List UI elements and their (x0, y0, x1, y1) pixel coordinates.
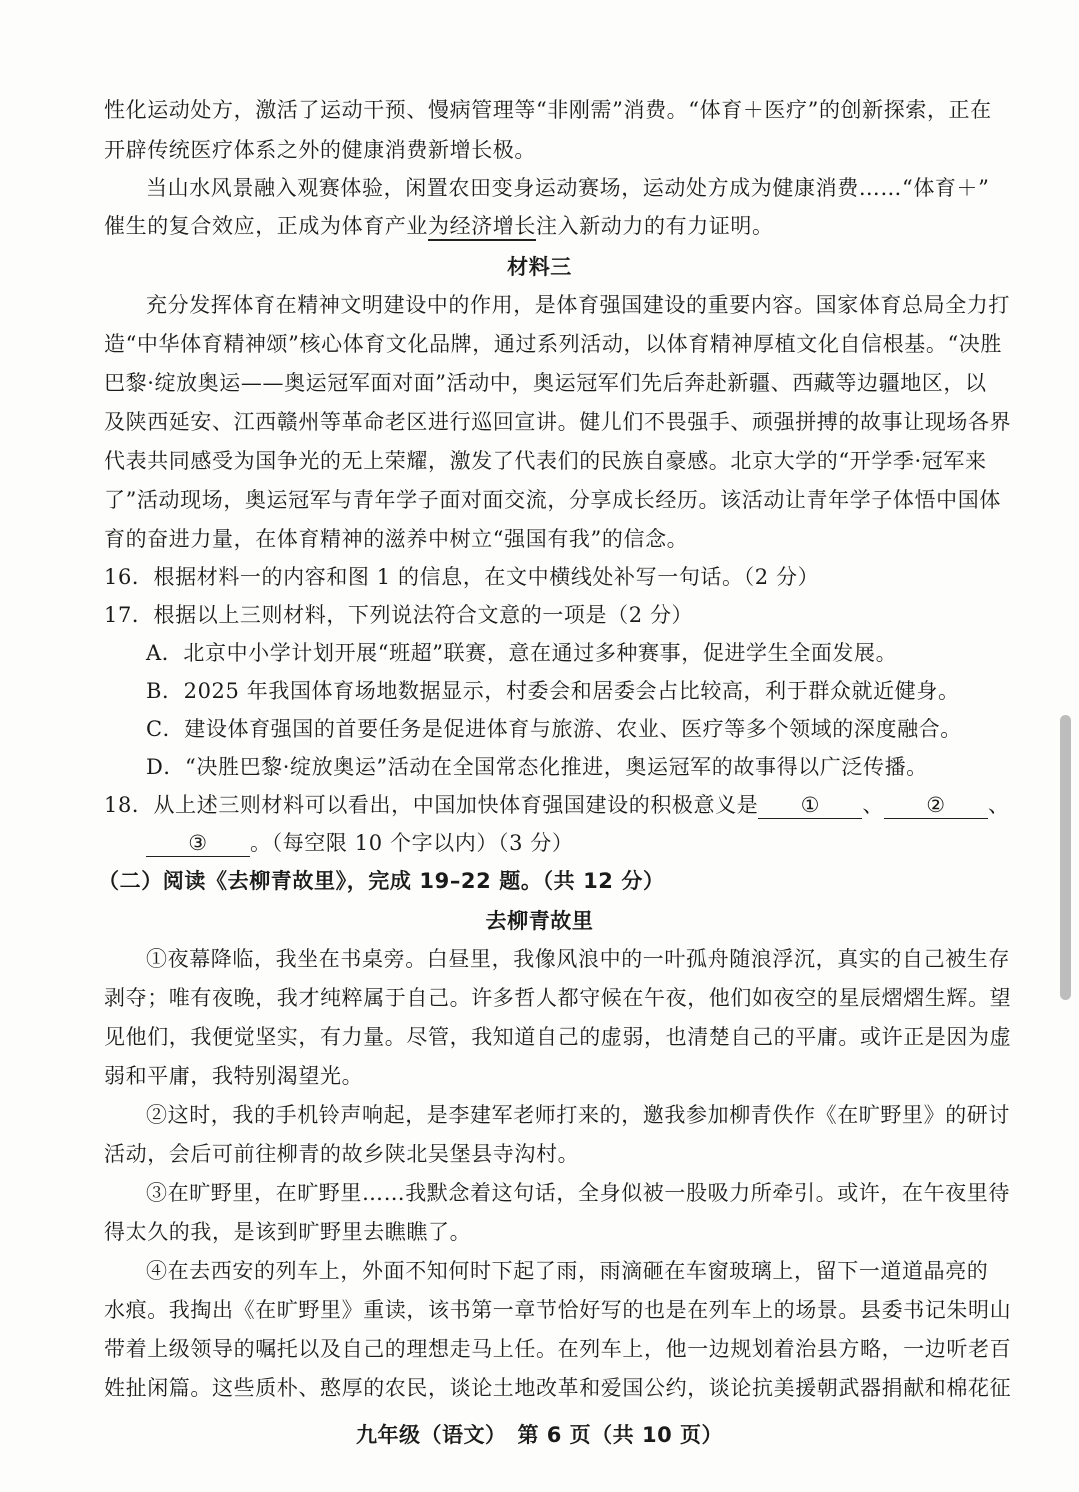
question-18-stem (104, 790, 1010, 820)
question-17-stem: 17．根据以上三则材料，下列说法符合文意的一项是（2 分） (104, 603, 694, 627)
summary-line (104, 211, 980, 241)
essay-p1-line: 剥夺；唯有夜晚，我才纯粹属于自己。许多哲人都守候在午夜，他们如夜空的星辰熠熠生辉。望 (104, 986, 1012, 1010)
answer-blank-2[interactable]: ② (884, 792, 988, 819)
q18-separator: 、 (862, 793, 884, 817)
q18-tail: 。（每空限 10 个字以内）（3 分） (250, 831, 574, 855)
page-footer: 九年级（语文） 第 6 页（共 10 页） (355, 1423, 724, 1447)
essay-p4-line: 姓扯闲篇。这些质朴、憨厚的农民，谈论土地改革和爱国公约，谈论抗美援朝武器捐献和棉花征 (104, 1376, 1012, 1400)
material3-line: 了”活动现场，奥运冠军与青年学子面对面交流，分享成长经历。该活动让青年学子体悟中国体 (104, 488, 1001, 512)
answer-blank-3[interactable]: ③ (146, 830, 250, 857)
essay-p4-line: ④在去西安的列车上，外面不知何时下起了雨，雨滴砸在车窗玻璃上，留下一道道晶亮的 (146, 1259, 989, 1283)
q18-stem-text: 18．从上述三则材料可以看出，中国加快体育强国建设的积极意义是 (104, 793, 759, 817)
q17-option-c: C．建设体育强国的首要任务是促进体育与旅游、农业、医疗等多个领域的深度融合。 (146, 717, 962, 741)
summary-text: 催生的复合效应，正成为体育产业 (104, 214, 428, 238)
essay-p2-line: 活动，会后可前往柳青的故乡陕北吴堡县寺沟村。 (104, 1142, 580, 1166)
q18-separator: 、 (987, 793, 1010, 817)
passage-line: 开辟传统医疗体系之外的健康消费新增长极。 (104, 138, 536, 162)
essay-p4-line: 带着上级领导的嘱托以及自己的理想走马上任。在列车上，他一边规划着治县方略，一边听老百 (104, 1337, 1012, 1361)
essay-p1-line: 弱和平庸，我特别渴望光。 (104, 1064, 364, 1088)
question-16: 16．根据材料一的内容和图 1 的信息，在文中横线处补写一句话。（2 分） (104, 565, 820, 589)
material3-title: 材料三 (507, 255, 572, 279)
question-18-line2 (104, 828, 980, 858)
passage-line: 性化运动处方，激活了运动干预、慢病管理等“非刚需”消费。“体育＋医疗”的创新探索，正在 (104, 98, 992, 122)
material3-line: 充分发挥体育在精神文明建设中的作用，是体育强国建设的重要内容。国家体育总局全力打 (146, 293, 1010, 317)
material3-line: 育的奋进力量，在体育精神的滋养中树立“强国有我”的信念。 (104, 527, 689, 551)
material3-line: 巴黎·绽放奥运——奥运冠军面对面”活动中，奥运冠军们先后奔赴新疆、西藏等边疆地区，以 (104, 371, 987, 395)
essay-p1-line: 见他们，我便觉坚实，有力量。尽管，我知道自己的虚弱，也清楚自己的平庸。或许正是因为虚 (104, 1025, 1012, 1049)
summary-line: 当山水风景融入观赛体验，闲置农田变身运动赛场，运动处方成为健康消费……“体育＋” (146, 176, 990, 200)
scrollbar-thumb[interactable] (1060, 715, 1071, 1000)
answer-blank-1[interactable]: ① (758, 792, 862, 819)
essay-p2-line: ②这时，我的手机铃声响起，是李建军老师打来的，邀我参加柳青佚作《在旷野里》的研讨 (146, 1103, 1010, 1127)
q17-option-d: D．“决胜巴黎·绽放奥运”活动在全国常态化推进，奥运冠军的故事得以广泛传播。 (146, 755, 928, 779)
section-2-header: （二）阅读《去柳青故里》，完成 19–22 题。（共 12 分） (98, 869, 665, 893)
essay-p4-line: 水痕。我掏出《在旷野里》重读，该书第一章节恰好写的也是在列车上的场景。县委书记朱明山 (104, 1298, 1012, 1322)
q17-option-a: A．北京中小学计划开展“班超”联赛，意在通过多种赛事，促进学生全面发展。 (146, 641, 898, 665)
material3-line: 造“中华体育精神颂”核心体育文化品牌，通过系列活动，以体育精神厚植文化自信根基。“决胜 (104, 332, 1003, 356)
essay-title: 去柳青故里 (485, 909, 594, 933)
summary-text: 注入新动力的有力证明。 (536, 214, 774, 238)
underlined-phrase: 为经济增长 (428, 214, 536, 241)
essay-p3-line: 得太久的我，是该到旷野里去瞧瞧了。 (104, 1220, 472, 1244)
material3-line: 代表共同感受为国争光的无上荣耀，激发了代表们的民族自豪感。北京大学的“开学季·冠军来 (104, 449, 987, 473)
essay-p1-line: ①夜幕降临，我坐在书桌旁。白昼里，我像风浪中的一叶孤舟随浪浮沉，真实的自己被生存 (146, 947, 1010, 971)
q17-option-b: B．2025 年我国体育场地数据显示，村委会和居委会占比较高，利于群众就近健身。 (146, 679, 960, 703)
essay-p3-line: ③在旷野里，在旷野里……我默念着这句话，全身似被一股吸力所牵引。或许，在午夜里待 (146, 1181, 1010, 1205)
material3-line: 及陕西延安、江西赣州等革命老区进行巡回宣讲。健儿们不畏强手、顽强拼搏的故事让现场各界 (104, 410, 1012, 434)
